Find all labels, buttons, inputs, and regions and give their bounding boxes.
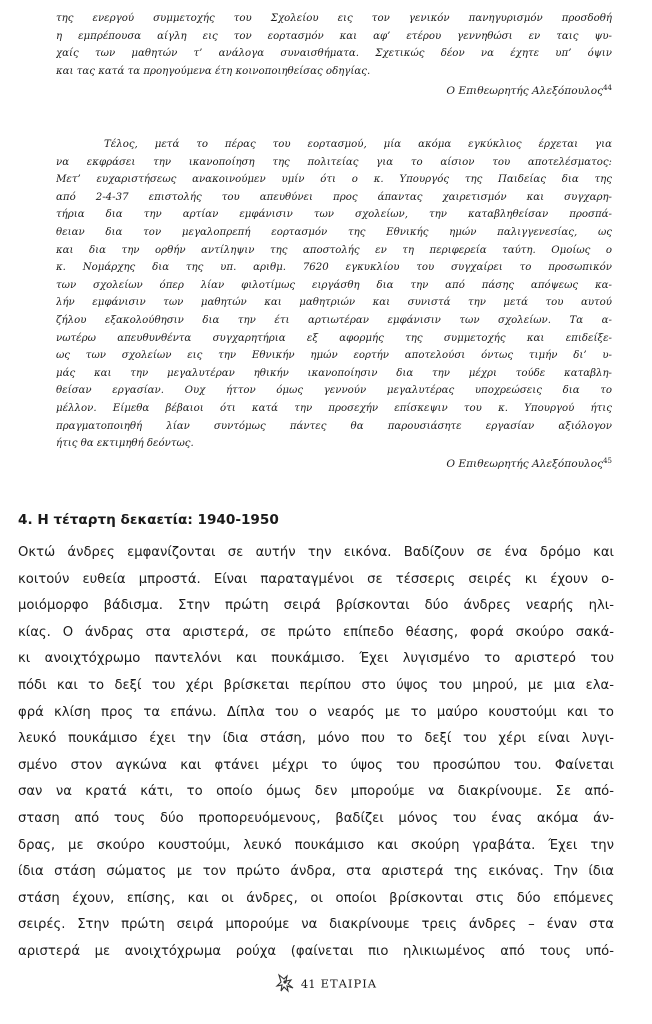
quote-line: πραγματοποιηθή λίαν συντόμως πάντες θα παρουσιάσητε εργασίαν αξιόλογον	[56, 420, 612, 432]
quote-line: θείσαν εργασίαν. Ουχ ήττον όμως γεννούν μεγαλυτέρας υποχρεώσεις δια το	[56, 385, 612, 397]
quote-line: από 2-4-37 επιστολής του απευθύνει προς άπαντας χαιρετισμόν και συγχαρη-	[56, 191, 612, 203]
quote-line: και δια την ορθήν αντίληψιν της αποστολής εν τη περιφερεία ταύτη. Ομοίως ο	[56, 244, 612, 256]
quote-line: νωτέρω απευθυνθέντα συγχαρητήρια εξ αφορμής της συμμετοχής και επιδείξε-	[56, 332, 612, 344]
body-line: κοιτούν ευθεία μπροστά. Είναι παραταγμένοι σε τέσσερις σειρές κι έχουν ο-	[18, 571, 614, 587]
body-line: κίας. Ο άνδρας στα αριστερά, σε πρώτο επίπεδο θέασης, φορά σκούρο σακά-	[18, 624, 614, 640]
quote-line: τήρια δια την αρτίαν εμφάνισιν των σχολείων, την καταβληθείσαν προσπά-	[56, 209, 612, 221]
quote-line: χαίς των μαθητών τ’ ανάλογα συναισθήματα. Σχετικώς δέον να έχητε υπ’ όψιν	[56, 48, 612, 60]
quote-line: ως των σχολείων εις την Εθνικήν ημών εορτήν αποτελούσι όντως τιμήν δι’ υ-	[56, 350, 612, 362]
quote-line: κ. Νομάρχης δια της υπ. αριθμ. 7620 εγκυκλίου του συγχαίρει το προσωπικόν	[56, 262, 612, 274]
quote-line: μάς και την μεγαλυτέραν ηθικήν ικανοποίησιν δια την μέχρι τούδε καταβλη-	[56, 367, 612, 379]
page-number: 41	[300, 976, 316, 991]
quote-block-1	[56, 10, 612, 101]
body-line: αριστερά με ανοιχτόχρωμα ρούχα (φαίνεται πιο ηλικιωμένος από τους υπό-	[18, 943, 614, 959]
quote-line: Μετ’ ευχαριστήσεως ανακοινούμεν υμίν ότι ο κ. Υπουργός της Παιδείας δια της	[56, 174, 612, 186]
quote-line: ήτις θα εκτιμηθή δεόντως.	[56, 438, 194, 450]
body-line: ίδια στάση σώματος με τον πρώτο άνδρα, στα αριστερά της εικόνας. Την ίδια	[18, 864, 614, 880]
quote-line: της ενεργού συμμετοχής του Σχολείου εις τον γενικόν πανηγυρισμόν προσδοθή	[56, 13, 612, 24]
body-line: κι ανοιχτόχρωμο παντελόνι και πουκάμισο. Έχει λυγισμένο το αριστερό του	[18, 651, 614, 667]
body-line: Οκτώ άνδρες εμφανίζονται σε αυτήν την εικόνα. Βαδίζουν σε ένα δρόμο και	[18, 545, 614, 560]
body-line: σειρές. Στην πρώτη σειρά μπορούμε να διακρίνουμε τρεις άνδρες – έναν στα	[18, 917, 614, 933]
quote-line: μέλλον. Είμεθα βέβαιοι ότι κατά την προσεχήν επίσκεψιν του κ. Υπουργού ήτις	[56, 402, 612, 414]
quote-line: θειαν δια τον μεγαλοπρεπή εορτασμόν της Εθνικής ημών παλιγγενεσίας, ως	[56, 226, 612, 238]
quote-line: λήν εμφάνισιν των μαθητών και μαθητριών και συνιστά την μετά του αυτού	[56, 297, 612, 309]
quote-line: να εκφράσει την ικανοποίηση της πολιτείας για το αίσιον του αποτελέσματος:	[56, 156, 612, 168]
body-line: λευκό πουκάμισο έχει την ίδια στάση, μόνο που το δεξί του χέρι είναι λυγι-	[18, 731, 614, 747]
quote-line: Τέλος, μετά το πέρας του εορτασμού, μία ακόμα εγκύκλιος έρχεται για	[104, 139, 612, 150]
body-line: πόδι και το δεξί του χέρι βρίσκεται περίπου στο ύψος του μηρού, με μια ελα-	[18, 677, 614, 693]
body-paragraph	[18, 540, 614, 966]
signature	[56, 80, 612, 101]
footnote-marker[interactable]: 44	[603, 84, 612, 93]
body-line: δρας, με σκούρο κουστούμι, λευκό πουκάμισο και σκούρη γραβάτα. Έχει την	[18, 837, 614, 853]
quote-line: ζήλου εξακολούθησιν δια την έτι αρτιωτέραν εμφάνισιν των σχολείων. Τα α-	[56, 314, 612, 326]
quote-block-2	[56, 136, 612, 473]
body-line: στάση έχουν, επίσης, και οι άνδρες, οι οποίοι βρίσκονται στις δύο επόμενες	[18, 890, 614, 906]
signature	[56, 453, 612, 474]
body-line: σμένο στον αγκώνα και φτάνει μέχρι το ύψος του προσώπου του. Φαίνεται	[18, 757, 614, 773]
body-line: σαν να κρατά κάτι, το οποίο όμως δεν μπορούμε να διακρίνουμε. Σε από-	[18, 784, 614, 800]
figure-logo-icon	[275, 972, 297, 997]
body-line: σταση από τους δύο προπορευόμενους, βαδίζει μόνος του ένας ακόμα άν-	[18, 810, 614, 826]
section-heading: 4. Η τέταρτη δεκαετία: 1940-1950	[18, 512, 279, 528]
page-footer	[0, 972, 652, 997]
quote-line: και τας κατά τα προηγούμενα έτη κοινοποιηθείσας οδηγίας.	[56, 65, 371, 77]
body-line: φρά κλίση προς τα επάνω. Δίπλα του ο νεαρός με το μαύρο κουστούμι και το	[18, 704, 614, 720]
body-line: μοιόμορφο βάδισμα. Στην πρώτη σειρά βρίσκονται δύο άνδρες νεαρής ηλι-	[18, 598, 614, 614]
quote-line: η εμπρέπουσα αίγλη εις τον εορτασμόν και αφ’ ετέρου γεννηθώσι εν ταις ψυ-	[56, 30, 612, 42]
footnote-marker[interactable]: 45	[603, 456, 612, 465]
publisher-name: ΕΤΑΙΡΙΑ	[320, 976, 378, 991]
signature-text: Ο Επιθεωρητής Αλεξόπουλος	[446, 85, 604, 98]
quote-line: των σχολείων όπερ λίαν φιλοτίμως ειργάσθη δια την από πάσης απόψεως κα-	[56, 279, 612, 291]
signature-text: Ο Επιθεωρητής Αλεξόπουλος	[446, 457, 604, 470]
